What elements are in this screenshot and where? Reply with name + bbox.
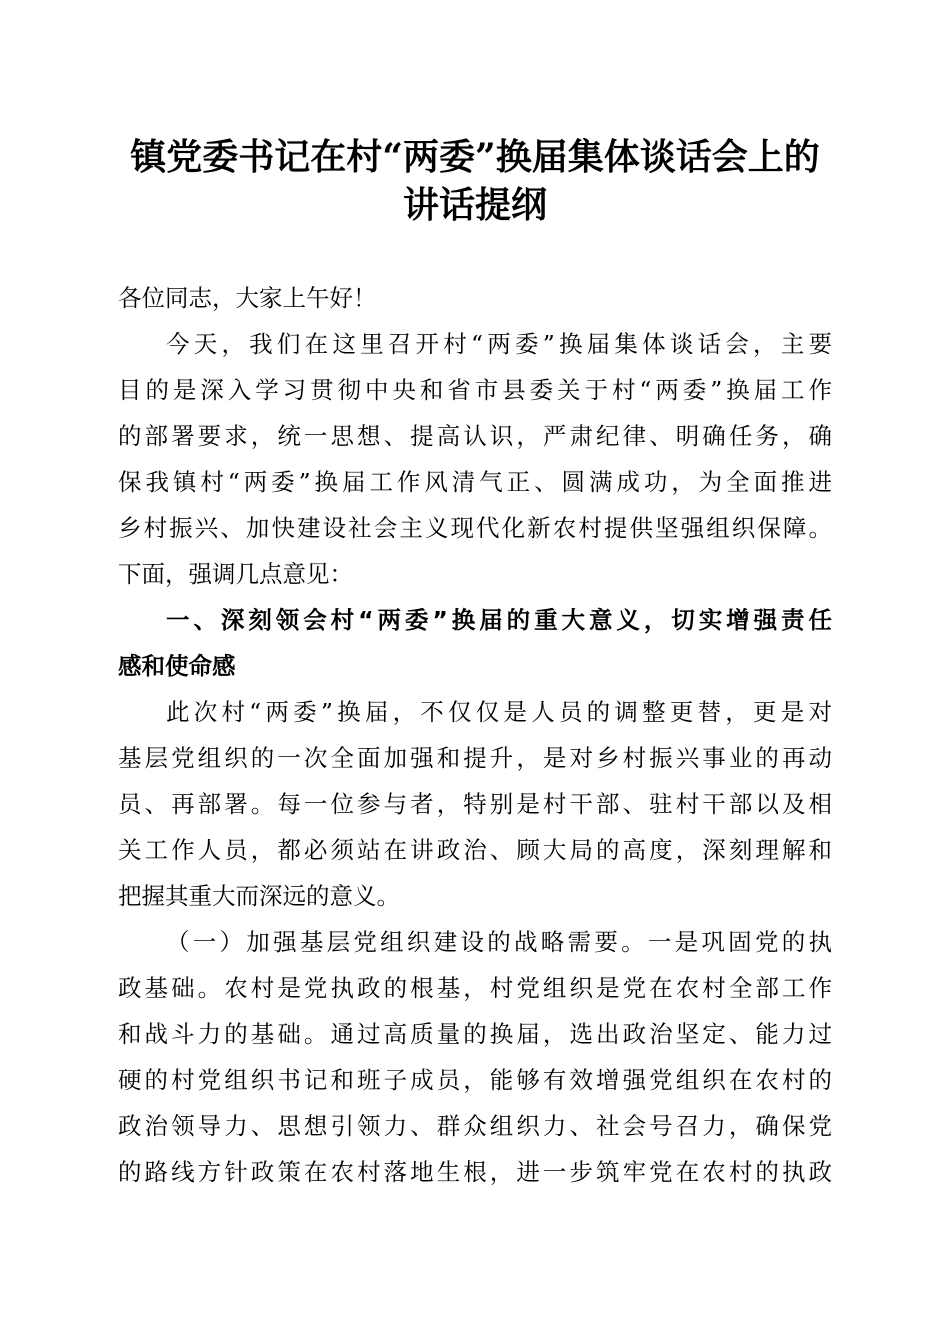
subsection-line: （一）加强基层党组织建设的战略需要。一是巩固党的执: [166, 928, 832, 956]
paragraph-line: 保我镇村“两委”换届工作风清气正、圆满成功，为全面推进: [118, 468, 832, 496]
section-heading-line: 一、深刻领会村“两委”换届的重大意义，切实增强责任: [166, 606, 832, 634]
paragraph-line: 政治领导力、思想引领力、群众组织力、社会号召力，确保党: [118, 1112, 832, 1140]
paragraph-line: 把握其重大而深远的意义。: [118, 882, 400, 910]
document-title-line-1: 镇党委书记在村“两委”换届集体谈话会上的: [130, 136, 820, 178]
paragraph-line: 下面，强调几点意见：: [118, 560, 353, 588]
section-heading-line: 感和使命感: [118, 652, 236, 680]
paragraph-line: 关工作人员，都必须站在讲政治、顾大局的高度，深刻理解和: [118, 836, 832, 864]
greeting: 各位同志，大家上午好！: [118, 284, 377, 312]
paragraph-line: 乡村振兴、加快建设社会主义现代化新农村提供坚强组织保障。: [118, 514, 832, 542]
paragraph-line: 此次村“两委”换届，不仅仅是人员的调整更替，更是对: [166, 698, 832, 726]
paragraph-line: 基层党组织的一次全面加强和提升，是对乡村振兴事业的再动: [118, 744, 832, 772]
paragraph-line: 目的是深入学习贯彻中央和省市县委关于村“两委”换届工作: [118, 376, 832, 404]
paragraph-line: 的路线方针政策在农村落地生根，进一步筑牢党在农村的执政: [118, 1158, 832, 1186]
paragraph-line: 的部署要求，统一思想、提高认识，严肃纪律、明确任务，确: [118, 422, 832, 450]
paragraph-line: 今天，我们在这里召开村“两委”换届集体谈话会，主要: [166, 330, 832, 358]
paragraph-line: 政基础。农村是党执政的根基，村党组织是党在农村全部工作: [118, 974, 832, 1002]
paragraph-line: 员、再部署。每一位参与者，特别是村干部、驻村干部以及相: [118, 790, 832, 818]
paragraph-line: 和战斗力的基础。通过高质量的换届，选出政治坚定、能力过: [118, 1020, 832, 1048]
paragraph-line: 硬的村党组织书记和班子成员，能够有效增强党组织在农村的: [118, 1066, 832, 1094]
document-title-line-2: 讲话提纲: [402, 184, 547, 226]
